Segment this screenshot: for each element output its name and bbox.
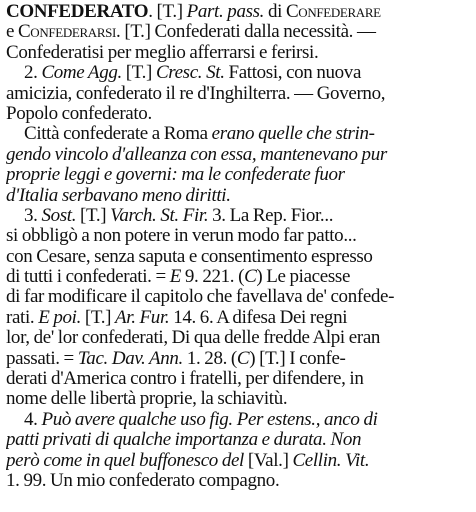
- entry-text-segment: proprie leggi e governi: ma le confederate fuor: [6, 165, 345, 186]
- entry-text-segment: amicizia, confederato il re d'Inghilterra. — Governo,: [6, 83, 386, 104]
- entry-text-segment: ]: [282, 450, 293, 471]
- entry-text-segment: e: [6, 22, 18, 43]
- entry-text-segment: nome delle libertà proprie, la schiavitù.: [6, 389, 288, 410]
- entry-line: [6, 43, 472, 63]
- entry-text-segment: Popolo confederato.: [6, 103, 152, 124]
- entry-line: [6, 267, 472, 287]
- entry-line: [6, 63, 472, 83]
- entry-text-segment: 9. 221. (: [181, 267, 245, 288]
- entry-text-segment: ) Le piacesse: [256, 267, 351, 288]
- entry-text-segment: E poi.: [38, 307, 82, 328]
- entry-line: [6, 247, 472, 267]
- entry-text-segment: 2.: [24, 63, 42, 84]
- entry-text-segment: T.: [90, 307, 106, 328]
- entry-text-segment: 3.: [24, 205, 42, 226]
- entry-line: [6, 389, 472, 409]
- entry-text-segment: 1. 99. Un mio confederato compagno.: [6, 470, 280, 491]
- entry-text-segment: ]: [100, 205, 111, 226]
- entry-text-segment: Cellin. Vit.: [292, 450, 370, 471]
- entry-line: [6, 451, 472, 471]
- entry-text-segment: Confederarsi: [17, 22, 117, 43]
- entry-text-segment: . [: [148, 2, 163, 22]
- entry-text-segment: [: [76, 205, 87, 226]
- entry-text-segment: ] I confe-: [279, 348, 346, 369]
- entry-text-segment: Part. pass.: [186, 2, 265, 22]
- entry-text-segment: C: [236, 348, 250, 369]
- entry-text-segment: T.: [130, 22, 145, 43]
- entry-text-segment: con Cesare, senza saputa e consentimento espresso: [6, 246, 373, 267]
- entry-text-segment: 1. 28. (: [182, 348, 237, 369]
- entry-line: [6, 104, 472, 124]
- entry-line: [6, 206, 472, 226]
- entry-line: [6, 328, 472, 348]
- entry-text-segment: Confederare: [285, 2, 381, 22]
- entry-text-segment: patti privati di qualche importanza e durata. Non: [6, 430, 362, 451]
- entry-text-segment: E: [169, 267, 181, 288]
- entry-text-segment: 14. 6. A difesa Dei regni: [169, 307, 348, 328]
- entry-text-segment: ]: [105, 307, 116, 328]
- entry-line: [6, 410, 472, 430]
- entry-text-segment: lor, de' lor confederati, Di qua delle fredde Alpi eran: [6, 328, 381, 349]
- entry-text-segment: C: [244, 267, 257, 288]
- entry-line: [6, 349, 472, 369]
- entry-line: [6, 84, 472, 104]
- entry-text-segment: 3. La Rep. Fior...: [208, 205, 334, 226]
- entry-text-segment: Città confederate a Roma: [24, 124, 212, 145]
- entry-text-segment: Come Agg.: [41, 63, 122, 84]
- entry-text-segment: Cresc. St.: [155, 63, 225, 84]
- entry-text-segment: 4.: [24, 409, 42, 430]
- entry-text-segment: di far modificare il capitolo che favellava de' confede-: [6, 287, 395, 308]
- entry-line: [6, 226, 472, 246]
- entry-line: [6, 2, 472, 22]
- entry-text-segment: ] Confederati dalla necessità. —: [144, 22, 376, 43]
- entry-line: [6, 145, 472, 165]
- entry-text-segment: Sost.: [41, 205, 77, 226]
- entry-text-segment: Confederatisi per meglio afferrarsi e ferirsi.: [6, 42, 319, 63]
- entry-text-segment: Fattosi, con nuova: [224, 63, 362, 84]
- entry-text-segment: di tutti i confederati. =: [6, 267, 170, 288]
- entry-text-segment: si obbligò a non potere in verun modo far patto...: [6, 226, 357, 247]
- entry-text-segment: Val.: [253, 450, 283, 471]
- entry-text-segment: [: [244, 450, 254, 471]
- entry-text-segment: Varch. St. Fir.: [110, 205, 209, 226]
- entry-line: [6, 369, 472, 389]
- entry-text-segment: Può avere qualche uso fig. Per estens., anco di: [41, 409, 378, 430]
- entry-line: [6, 186, 472, 206]
- entry-line: [6, 165, 472, 185]
- entry-line: [6, 124, 472, 144]
- entry-text-segment: derati d'America contro i fratelli, per difendere, in: [6, 369, 364, 390]
- entry-text-segment: Ar. Fur.: [115, 307, 170, 328]
- entry-text-segment: T.: [265, 348, 280, 369]
- entry-text-segment: . [: [116, 22, 131, 43]
- entry-text-segment: rati.: [6, 307, 39, 328]
- entry-text-segment: gendo vincolo d'alleanza con essa, mantenevano pur: [6, 144, 387, 165]
- entry-line: [6, 22, 472, 42]
- entry-text-segment: [: [81, 307, 91, 328]
- entry-text: [6, 2, 472, 491]
- entry-text-segment: erano quelle che strin-: [211, 124, 375, 145]
- headword: CONFEDERATO: [6, 2, 149, 22]
- entry-text-segment: di: [264, 2, 286, 22]
- entry-text-segment: ]: [146, 63, 156, 84]
- entry-text-segment: T.: [162, 2, 177, 22]
- entry-line: [6, 308, 472, 328]
- entry-text-segment: ) [: [249, 348, 266, 369]
- entry-line: [6, 471, 472, 491]
- entry-text-segment: passati. =: [6, 348, 78, 369]
- entry-text-segment: però come in quel buffonesco del: [6, 450, 244, 471]
- entry-text-segment: ]: [176, 2, 187, 22]
- entry-line: [6, 287, 472, 307]
- entry-text-segment: T.: [131, 63, 147, 84]
- entry-text-segment: d'Italia serbavano meno diritti.: [6, 185, 231, 206]
- entry-text-segment: T.: [86, 205, 101, 226]
- entry-line: [6, 430, 472, 450]
- entry-text-segment: Tac. Dav. Ann.: [77, 348, 183, 369]
- entry-text-segment: [: [121, 63, 132, 84]
